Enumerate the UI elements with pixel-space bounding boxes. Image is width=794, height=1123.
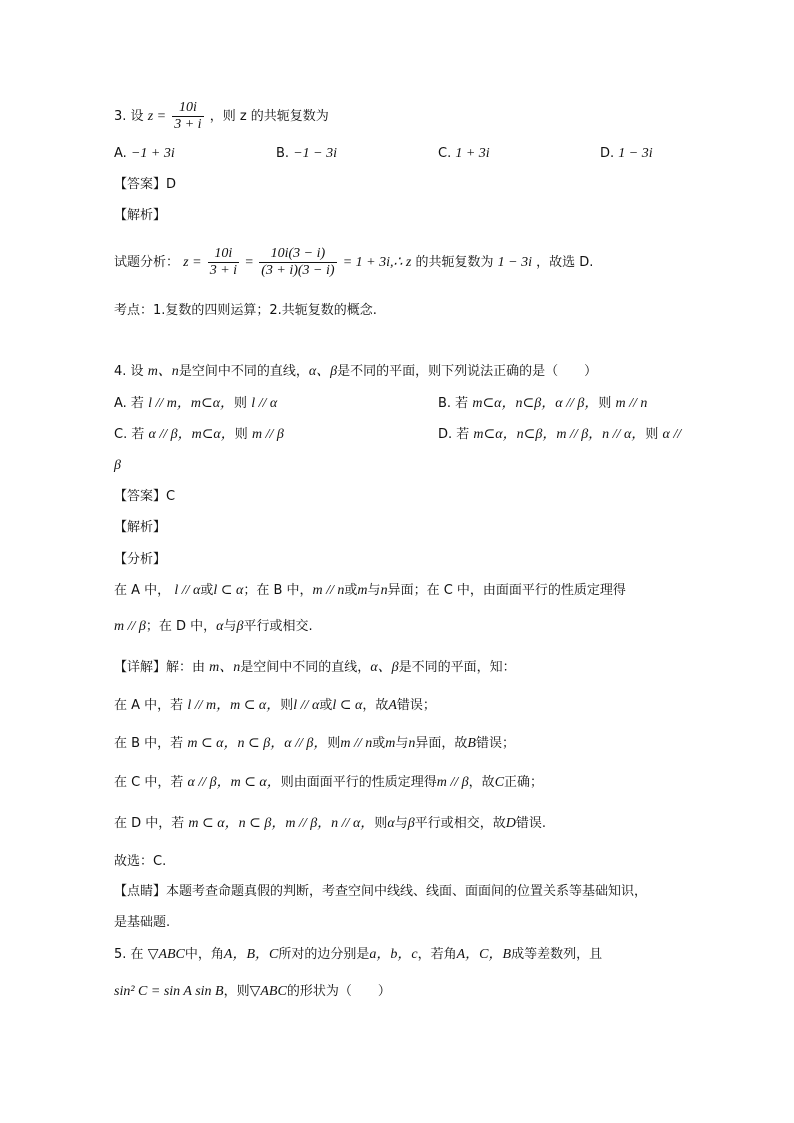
q3-solution: 试题分析： z = $\frac{10i}{3 + i}$ = $\frac{10i(3 - i)}{(3 + i)(3 - i)}$ = 1 + 3i,∴ z 的共轭复数为 1 − 3i ，故选 D. (114, 246, 594, 278)
q3-option-a[interactable]: A. −1 + 3i (114, 146, 175, 161)
q3-sol-fraction-2: $\frac{10i(3 - i)}{(3 + i)(3 - i)}$ (261, 246, 335, 278)
q4-answer: 【答案】C (114, 489, 176, 504)
q4-dianjing-line-2: 是基础题. (114, 915, 171, 930)
q4-fenxi-line-2: m // β；在 D 中，α与β平行或相交. (114, 619, 313, 634)
q4-analysis-label: 【解析】 (114, 520, 167, 535)
q3-z-eq: z = (147, 109, 167, 124)
q3-analysis-label: 【解析】 (114, 208, 167, 223)
q4-fenxi-label: 【分析】 (114, 552, 167, 567)
q4-stem: 4. 设 m、n是空间中不同的直线，α、β是不同的平面，则下列说法正确的是（ ） (114, 364, 598, 379)
q4-option-d-wrap: β (114, 458, 121, 473)
q3-sol-fraction-1: $\frac{10i}{3 + i}$ (209, 246, 238, 278)
q4-xiangjie-line-0: 【详解】解：由 m、n是空间中不同的直线，α、β是不同的平面，知： (114, 660, 516, 675)
q4-xiangjie-a: 在 A 中，若 l // m，m ⊂ α，则l // α或l ⊂ α，故A错误； (114, 698, 436, 713)
q3-option-c[interactable]: C. 1 + 3i (438, 146, 490, 161)
q4-fenxi-line-1: 在 A 中， l // α或l ⊂ α；在 B 中，m // n或m与n异面；在 C 中，由面面平行的性质定理得 (114, 583, 626, 598)
q3-option-d[interactable]: D. 1 − 3i (600, 146, 653, 161)
q4-option-a[interactable]: A. 若 l // m，m⊂α，则 l // α (114, 396, 278, 411)
q4-option-c[interactable]: C. 若 α // β，m⊂α，则 m // β (114, 427, 284, 442)
q3-stem: 3. 设 z = $\frac{10i}{3 + i}$ ，则 z 的共轭复数为 (114, 100, 329, 132)
q3-fraction: $\frac{10i}{3 + i}$ (174, 100, 202, 132)
q5-stem-line-1: 5. 在 ▽ABC中，角A，B，C所对的边分别是a，b，c，若角A，C，B成等差数列，且 (114, 947, 603, 962)
q4-xiangjie-b: 在 B 中，若 m ⊂ α，n ⊂ β，α // β，则m // n或m与n异面，故B错误； (114, 736, 515, 751)
q4-dianjing-line-1: 【点睛】本题考查命题真假的判断，考查空间中线线、线面、面面间的位置关系等基础知识， (114, 884, 648, 899)
q5-stem-line-2: sin² C = sin A sin B，则▽ABC的形状为（ ） (114, 984, 391, 999)
q3-kaodian: 考点：1.复数的四则运算；2.共轭复数的概念. (114, 303, 377, 318)
q4-option-b[interactable]: B. 若 m⊂α，n⊂β，α // β，则 m // n (438, 396, 648, 411)
q4-option-d[interactable]: D. 若 m⊂α，n⊂β，m // β，n // α，则 α // (438, 427, 682, 442)
q3-answer: 【答案】D (114, 177, 177, 192)
q4-guxuan: 故选：C. (114, 854, 167, 869)
q4-xiangjie-c: 在 C 中，若 α // β，m ⊂ α，则由面面平行的性质定理得m // β，故C正确； (114, 775, 544, 790)
q4-xiangjie-d: 在 D 中，若 m ⊂ α，n ⊂ β，m // β，n // α，则α与β平行或相交，故D错误. (114, 816, 546, 831)
q3-option-b[interactable]: B. −1 − 3i (276, 146, 337, 161)
